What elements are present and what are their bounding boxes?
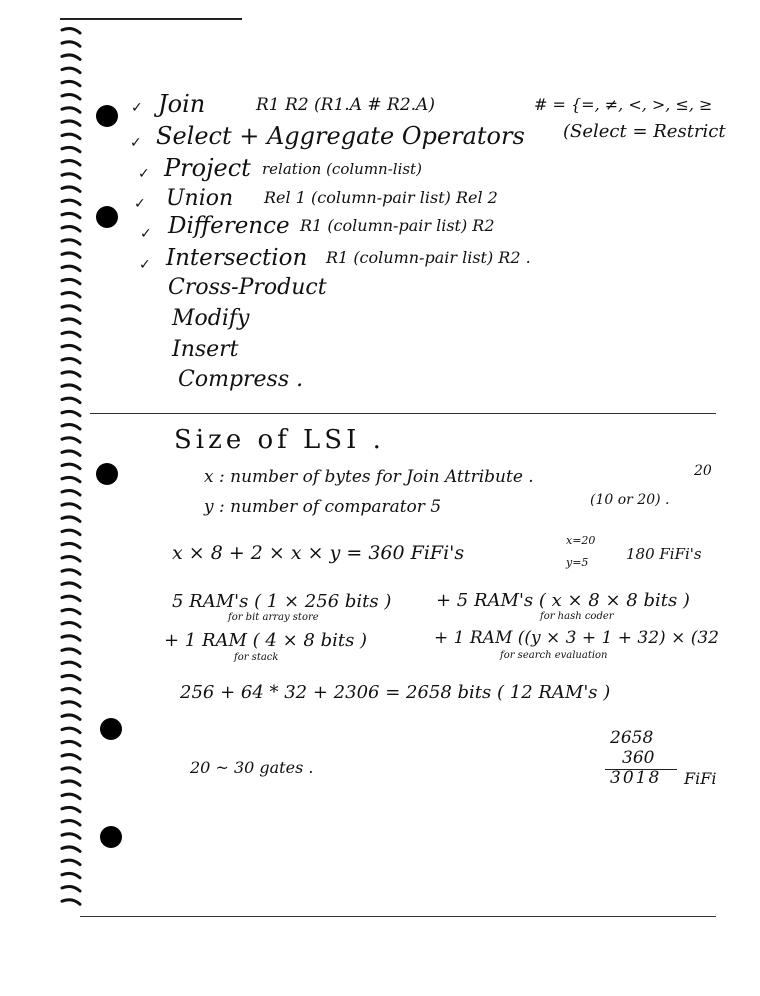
spiral-coil — [62, 821, 80, 825]
spiral-coil — [62, 517, 80, 521]
op-union-detail: Rel 1 (column-pair list) Rel 2 — [264, 188, 498, 207]
section-divider — [90, 413, 716, 414]
ram-hash-coder: + 5 RAM's ( x × 8 × 8 bits ) — [436, 590, 690, 611]
ram-stack-note: for stack — [234, 652, 279, 663]
ram-stack: + 1 RAM ( 4 × 8 bits ) — [164, 630, 368, 651]
op-select-note: (Select = Restrict — [563, 121, 726, 142]
spiral-coil — [62, 438, 80, 442]
ram-bit-array-note: for bit array store — [228, 612, 319, 623]
spiral-coil — [62, 385, 80, 389]
checkmark-project: ✓ — [138, 166, 150, 182]
binder-hole-2 — [96, 206, 118, 228]
spiral-coil — [62, 860, 80, 864]
spiral-coil — [62, 768, 80, 772]
spiral-coil — [62, 227, 80, 231]
op-compress: Compress . — [178, 367, 304, 392]
spiral-coil — [62, 121, 80, 125]
binder-hole-5 — [100, 826, 122, 848]
spiral-coil — [62, 332, 80, 336]
spiral-coil — [62, 741, 80, 745]
spiral-coil — [62, 781, 80, 785]
sum-first: 2658 — [610, 728, 654, 748]
op-project: Project — [164, 154, 251, 182]
spiral-coil — [62, 596, 80, 600]
y-value: (10 or 20) . — [590, 492, 670, 508]
sum-total: 3018 — [610, 768, 662, 788]
spiral-coil — [62, 147, 80, 151]
spiral-coil — [62, 807, 80, 811]
spiral-coil — [62, 715, 80, 719]
spiral-coil — [62, 530, 80, 534]
op-intersection: Intersection — [166, 245, 308, 271]
op-intersection-detail: R1 (column-pair list) R2 . — [326, 248, 531, 267]
spiral-coil — [62, 68, 80, 72]
equation-sub-x: x=20 — [566, 534, 596, 547]
spiral-coil — [62, 675, 80, 679]
op-difference: Difference — [168, 213, 290, 239]
spiral-coil — [62, 689, 80, 693]
spiral-coil — [62, 279, 80, 283]
binder-hole-4 — [100, 718, 122, 740]
spiral-binding — [58, 24, 84, 919]
spiral-coil — [62, 29, 80, 33]
op-join-note: # = {=, ≠, <, >, ≤, ≥ — [534, 95, 713, 114]
ram-search-eval-note: for search evaluation — [500, 650, 608, 661]
spiral-coil — [62, 887, 80, 891]
sum-second: 360 — [622, 748, 655, 768]
checkmark-join: ✓ — [131, 100, 143, 116]
bottom-rule — [80, 916, 716, 917]
spiral-coil — [62, 873, 80, 877]
spiral-coil — [62, 266, 80, 270]
op-union: Union — [166, 186, 234, 211]
total-bits-equation: 256 + 64 * 32 + 2306 = 2658 bits ( 12 RAM's ) — [180, 682, 611, 703]
spiral-coil — [62, 649, 80, 653]
spiral-coil — [62, 55, 80, 59]
spiral-coil — [62, 543, 80, 547]
spiral-coil — [62, 345, 80, 349]
gates-estimate: 20 ~ 30 gates . — [190, 758, 314, 777]
spiral-coil — [62, 42, 80, 46]
binder-hole-3 — [96, 463, 118, 485]
spiral-coil — [62, 240, 80, 244]
spiral-coil — [62, 728, 80, 732]
spiral-coil — [62, 95, 80, 99]
spiral-coil — [62, 319, 80, 323]
spiral-coil — [62, 200, 80, 204]
op-join: Join — [158, 90, 206, 118]
spiral-coil — [62, 411, 80, 415]
equation-sub-y: y=5 — [566, 556, 589, 569]
equation-fifos: x × 8 + 2 × x × y = 360 FiFi's — [172, 542, 465, 564]
op-join-detail: R1 R2 (R1.A # R2.A) — [256, 95, 435, 115]
spiral-coil — [62, 623, 80, 627]
spiral-coil — [62, 477, 80, 481]
spiral-coil — [62, 609, 80, 613]
spiral-coil — [62, 557, 80, 561]
spiral-coil — [62, 464, 80, 468]
x-definition: x : number of bytes for Join Attribute . — [204, 467, 534, 487]
spiral-coil — [62, 161, 80, 165]
spiral-coil — [62, 359, 80, 363]
op-modify: Modify — [172, 306, 250, 331]
ram-bit-array: 5 RAM's ( 1 × 256 bits ) — [172, 591, 392, 612]
spiral-coil — [62, 398, 80, 402]
spiral-coil — [62, 293, 80, 297]
equation-fifos-right: 180 FiFi's — [626, 545, 702, 563]
ram-hash-coder-note: for hash coder — [540, 611, 614, 622]
spiral-coil — [62, 636, 80, 640]
lsi-heading: Size of LSI . — [174, 425, 385, 455]
ram-search-eval: + 1 RAM ((y × 3 + 1 + 32) × (32 — [434, 628, 719, 648]
spiral-coil — [62, 213, 80, 217]
spiral-coil — [62, 451, 80, 455]
op-project-detail: relation (column-list) — [262, 160, 422, 178]
spiral-coil — [62, 504, 80, 508]
spiral-coil — [62, 174, 80, 178]
op-select: Select + Aggregate Operators — [156, 122, 525, 150]
spiral-coil — [62, 900, 80, 904]
spiral-coil — [62, 702, 80, 706]
spiral-coil — [62, 794, 80, 798]
checkmark-difference: ✓ — [140, 226, 152, 242]
spiral-coil — [62, 253, 80, 257]
checkmark-union: ✓ — [134, 196, 146, 212]
spiral-coil — [62, 755, 80, 759]
checkmark-intersection: ✓ — [139, 257, 151, 273]
op-difference-detail: R1 (column-pair list) R2 — [300, 216, 495, 235]
spiral-coil — [62, 847, 80, 851]
spiral-coil — [62, 491, 80, 495]
op-insert: Insert — [172, 337, 239, 362]
spiral-coil — [62, 187, 80, 191]
checkmark-select: ✓ — [130, 135, 142, 151]
spiral-coil — [62, 372, 80, 376]
top-rule — [60, 18, 242, 20]
spiral-coil — [62, 570, 80, 574]
spiral-coil — [62, 834, 80, 838]
spiral-coil — [62, 583, 80, 587]
binder-hole-1 — [96, 105, 118, 127]
spiral-coil — [62, 108, 80, 112]
spiral-coil — [62, 306, 80, 310]
sum-unit: FiFi — [684, 769, 717, 788]
spiral-coil — [62, 81, 80, 85]
spiral-coil — [62, 134, 80, 138]
spiral-coil — [62, 425, 80, 429]
op-cross-product: Cross-Product — [168, 275, 327, 300]
x-value: 20 — [694, 463, 712, 479]
spiral-coil — [62, 662, 80, 666]
y-definition: y : number of comparator 5 — [204, 497, 442, 517]
